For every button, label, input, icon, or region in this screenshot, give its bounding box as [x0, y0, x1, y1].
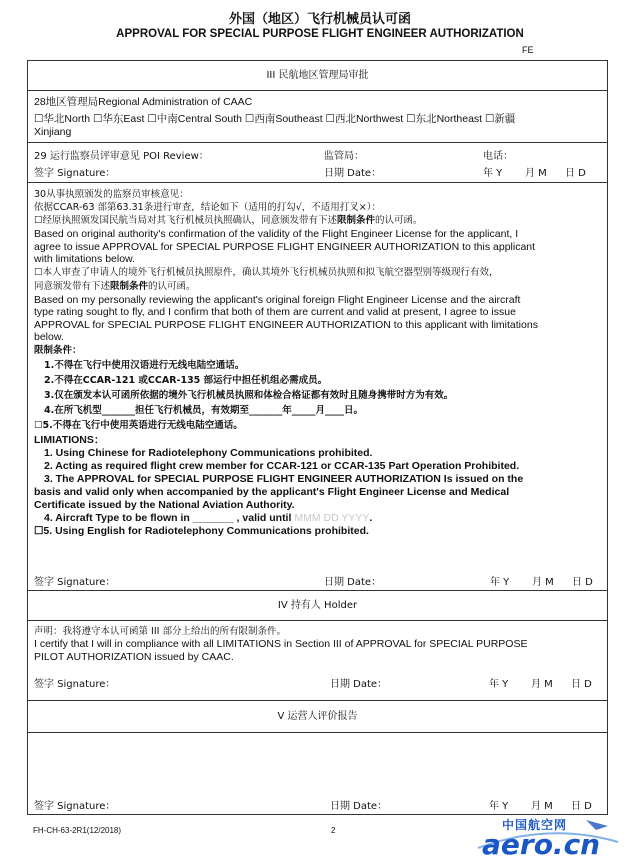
option-2-cn-text: 同意颁发带有下述 — [34, 280, 111, 292]
section-4-header — [27, 591, 608, 621]
item-29-day: 日 D — [565, 168, 586, 179]
section-3-header — [27, 61, 608, 91]
section-4-header-text: IV 持有人 Holder — [277, 600, 358, 611]
operator-signature-row — [34, 796, 609, 812]
option-2-en-line: type rating sought to fly, and I confirm that both of them are current and valid at present, I agree to issue — [34, 306, 516, 318]
holder-date[interactable]: 日期 Date： — [330, 678, 388, 690]
valid-until-placeholder[interactable]: MMM DD YYYY — [294, 511, 370, 524]
operator-evaluation — [27, 733, 608, 815]
limits-en-list — [34, 447, 601, 538]
holder-day: 日 D — [571, 678, 592, 690]
option-2-en-line: below. — [34, 331, 64, 343]
section-5-header — [27, 701, 608, 733]
option-1-cn-end: 的认可函。 — [375, 215, 423, 226]
holder-year: 年 Y — [489, 678, 509, 690]
limit-en-item-4-end: . — [369, 511, 373, 524]
region-southwest[interactable]: ☐西南Southeast — [244, 112, 323, 125]
item-30-signature-row — [34, 572, 609, 588]
operator-year: 年 Y — [489, 800, 509, 812]
region-north[interactable]: ☐华北North — [34, 112, 91, 125]
footer-form-code: FH-CH-63-2R1(12/2018) — [33, 826, 122, 835]
option-1-cn[interactable] — [34, 214, 601, 228]
option-2-cn[interactable] — [34, 266, 601, 294]
limit-cn-item: 1.不得在飞行中使用汉语进行无线电陆空通话。 — [44, 359, 245, 371]
holder-signature[interactable]: 签字 Signature： — [34, 678, 116, 690]
item-30-basis: 依据CCAR-63 部第63.31条进行审查，结论如下（适用的打勾√，不适用打叉×）： — [34, 202, 381, 213]
operator-date[interactable]: 日期 Date： — [330, 800, 388, 812]
item-30-year: 年 Y — [490, 576, 510, 588]
option-2-en — [34, 294, 601, 344]
holder-statement-en — [34, 638, 601, 663]
option-2-cn-line1: ☐本人审查了申请人的境外飞行机械员执照原件，确认其境外飞行机械员执照和拟飞航空器型别等级现行有效， — [34, 266, 499, 278]
operator-signature[interactable]: 签字 Signature： — [34, 800, 116, 812]
page-title-en: APPROVAL FOR SPECIAL PURPOSE FLIGHT ENGINEER AUTHORIZATION — [116, 28, 524, 40]
option-1-cn-limits: 限制条件 — [337, 215, 376, 226]
option-1-en-line: with limitations below. — [34, 253, 135, 265]
option-1-en-line: Based on original authority's confirmation of the validity of the Flight Engineer License for the applicant, I — [34, 228, 519, 240]
option-1-en-line: agree to issue APPROVAL for SPECIAL PURPOSE FLIGHT ENGINEER AUTHORIZATION to this applicant — [34, 240, 536, 253]
option-2-en-line: APPROVAL for SPECIAL PURPOSE FLIGHT ENGINEER AUTHORIZATION to this applicant with limitations — [34, 318, 538, 331]
region-options — [34, 113, 601, 126]
item-28-label: 28地区管理局Regional Administration of CAAC — [34, 96, 253, 108]
limit-en-item: 3. The APPROVAL for SPECIAL PURPOSE FLIGHT ENGINEER AUTHORIZATION Is issued on the — [44, 472, 524, 485]
item-30-month: 月 M — [532, 576, 554, 588]
item-29-label: 29 运行监察员评审意见 POI Review： — [34, 151, 209, 162]
holder-statement-en-line: PILOT AUTHORIZATION issued by CAAC. — [34, 650, 234, 663]
option-1-en — [34, 228, 601, 266]
item-30-date[interactable]: 日期 Date： — [324, 576, 382, 588]
item-29-date[interactable]: 日期 Date： — [324, 168, 382, 179]
limit-cn-item: 2.不得在CCAR-121 或CCAR-135 部运行中担任机组必需成员。 — [44, 374, 328, 386]
limit-en-item-4 — [34, 512, 601, 525]
section-5-header-text: V 运营人评价报告 — [277, 711, 358, 722]
holder-signature-row — [34, 674, 609, 690]
form-code-fe: FE — [522, 45, 534, 55]
region-east[interactable]: ☐华东East — [93, 112, 145, 125]
limit-en-item: 1. Using Chinese for Radiotelephony Communications prohibited. — [44, 446, 373, 459]
option-2-cn-limits: 限制条件 — [110, 280, 149, 292]
item-29-year: 年 Y — [483, 168, 503, 179]
region-xinjiang[interactable]: ☐新疆 — [485, 112, 516, 125]
limits-cn-title: 限制条件： — [34, 344, 82, 356]
watermark-en: aero.cn — [482, 828, 601, 861]
holder-month: 月 M — [531, 678, 553, 690]
region-northwest[interactable]: ☐西北Northwest — [325, 112, 404, 125]
limits-cn-list — [34, 358, 601, 433]
operator-month: 月 M — [531, 800, 553, 812]
region-northeast[interactable]: ☐东北Northeast — [406, 112, 483, 125]
limit-cn-item-5[interactable]: ☐5.不得在飞行中使用英语进行无线电陆空通话。 — [34, 419, 243, 431]
footer-page-number: 2 — [331, 826, 336, 835]
limit-cn-item: 3.仅在颁发本认可函所依据的境外飞行机械员执照和体检合格证都有效时且随身携带时方为有效。 — [44, 389, 454, 401]
limit-en-item-5[interactable]: ☐5. Using English for Radiotelephony Communications prohibited. — [34, 524, 369, 537]
item-29-poi-review — [27, 143, 608, 183]
limit-en-item: 2. Acting as required flight crew member for CCAR-121 or CCAR-135 Part Operation Prohibited. — [44, 459, 520, 472]
item-30-label: 30从事执照颁发的监察员审核意见： — [34, 189, 189, 200]
holder-statement — [27, 621, 608, 701]
item-29-phone: 电话： — [483, 151, 513, 162]
region-xinjiang-en: Xinjiang — [34, 126, 72, 138]
section-3-header-text: III 民航地区管理局审批 — [266, 70, 369, 81]
item-30-day: 日 D — [572, 576, 593, 588]
approval-form — [27, 60, 608, 815]
item-29-bureau: 监管局： — [324, 151, 364, 162]
option-2-cn-end: 的认可函。 — [148, 280, 196, 292]
item-30-signature[interactable]: 签字 Signature： — [34, 576, 116, 588]
operator-day: 日 D — [571, 800, 592, 812]
item-29-month: 月 M — [525, 168, 547, 179]
limits-en-title: LIMIATIONS： — [34, 433, 105, 446]
watermark-cn: 中国航空网 — [502, 818, 568, 832]
holder-statement-cn: 声明：我将遵守本认可函第 III 部分上给出的所有限制条件。 — [34, 626, 286, 637]
option-1-cn-text: ☐经原执照颁发国民航当局对其飞行机械员执照确认，同意颁发带有下述 — [34, 215, 338, 226]
region-central-south[interactable]: ☐中南Central South — [147, 112, 242, 125]
limit-en-item: Certificate issued by the National Aviation Authority. — [34, 498, 295, 511]
page-title-cn: 外国（地区）飞行机械员认可函 — [228, 12, 411, 27]
item-30-inspector-review — [27, 183, 608, 591]
item-28-region — [27, 91, 608, 143]
limit-cn-item: 4.在所飞机型_______担任飞行机械员，有效期至_______年_____月____日。 — [44, 404, 363, 416]
item-29-signature[interactable]: 签字 Signature： — [34, 168, 116, 179]
holder-statement-en-line: I certify that I will in compliance with all LIMITATIONS in Section III of APPROVAL for SPECIAL PURPOSE — [34, 638, 528, 650]
limit-en-item: basis and valid only when accompanied by the applicant's Flight Engineer License and Medical — [34, 485, 510, 498]
option-2-en-line: Based on my personally reviewing the applicant's original foreign Flight Engineer License and the aircraft — [34, 293, 521, 306]
limit-en-item-4-text: 4. Aircraft Type to be flown in _______ , valid until — [44, 511, 292, 524]
